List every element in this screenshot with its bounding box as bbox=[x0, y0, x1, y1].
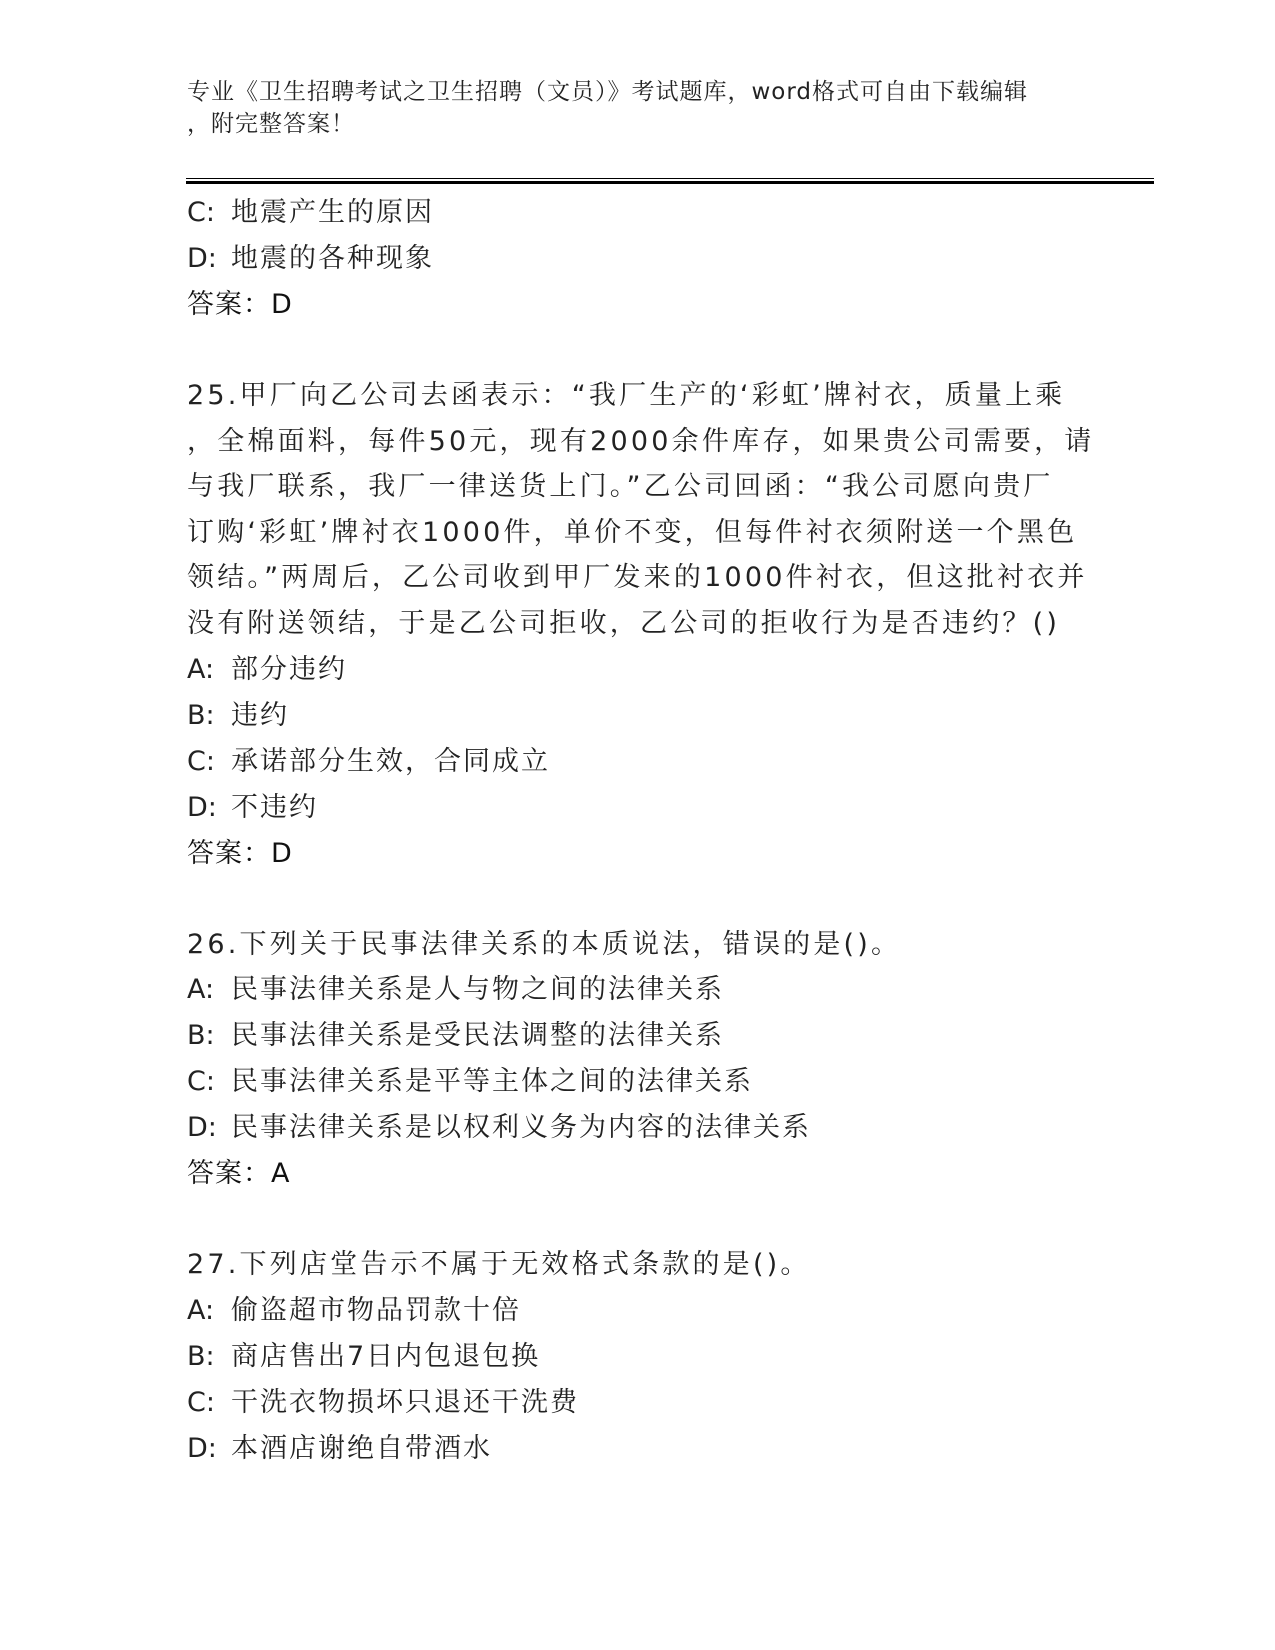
option-row bbox=[187, 1013, 1087, 1059]
question-stem-line: 25.甲厂向乙公司去函表示：“我厂生产的‘彩虹’牌衬衣，质量上乘 bbox=[187, 380, 1066, 411]
option-key: C: bbox=[187, 197, 215, 228]
header-line: ，附完整答案！ bbox=[187, 111, 355, 137]
option-text: 民事法律关系是人与物之间的法律关系 bbox=[231, 974, 724, 1006]
option-key: D: bbox=[187, 791, 217, 823]
header-divider-thick bbox=[186, 181, 1154, 184]
option-key: A: bbox=[187, 1294, 215, 1326]
option-text: 民事法律关系是平等主体之间的法律关系 bbox=[231, 1066, 753, 1098]
option-text: 民事法律关系是以权利义务为内容的法律关系 bbox=[231, 1112, 811, 1144]
option-text: 干洗衣物损坏只退还干洗费 bbox=[231, 1386, 579, 1418]
option-key: D: bbox=[187, 243, 217, 274]
spacer bbox=[187, 877, 1087, 922]
question-27 bbox=[187, 1242, 1087, 1472]
option-text: 偷盗超市物品罚款十倍 bbox=[231, 1294, 521, 1326]
option-text: 违约 bbox=[231, 699, 289, 731]
option-row bbox=[187, 236, 1087, 282]
spacer bbox=[187, 1197, 1087, 1242]
previous-question bbox=[187, 190, 1087, 328]
option-text: 地震产生的原因 bbox=[231, 197, 434, 228]
answer-line: 答案：D bbox=[187, 289, 293, 320]
option-row bbox=[187, 739, 1087, 785]
answer-line: 答案：A bbox=[187, 1158, 291, 1190]
option-row bbox=[187, 1059, 1087, 1105]
question-stem-line: ，全棉面料，每件50元，现有2000余件库存，如果贵公司需要，请 bbox=[187, 425, 1095, 457]
document-header bbox=[187, 76, 1067, 140]
option-key: C: bbox=[187, 1066, 215, 1098]
option-row bbox=[187, 1380, 1087, 1426]
header-line: 专业《卫生招聘考试之卫生招聘（文员）》考试题库，word格式可自由下载编辑 bbox=[187, 79, 1029, 105]
option-row bbox=[187, 785, 1087, 831]
option-text: 商店售出7日内包退包换 bbox=[231, 1340, 541, 1372]
option-key: C: bbox=[187, 1386, 215, 1418]
option-row bbox=[187, 1426, 1087, 1472]
option-key: B: bbox=[187, 1020, 215, 1052]
option-key: B: bbox=[187, 1340, 215, 1372]
question-stem-line: 领结。”两周后，乙公司收到甲厂发来的1000件衬衣，但这批衬衣并 bbox=[187, 562, 1088, 594]
option-row bbox=[187, 647, 1087, 693]
option-key: C: bbox=[187, 745, 215, 777]
option-text: 不违约 bbox=[231, 791, 318, 823]
question-stem: 26.下列关于民事法律关系的本质说法，错误的是()。 bbox=[187, 928, 902, 960]
question-stem: 27.下列店堂告示不属于无效格式条款的是()。 bbox=[187, 1249, 811, 1281]
option-text: 地震的各种现象 bbox=[231, 243, 434, 274]
option-key: D: bbox=[187, 1432, 217, 1464]
option-key: A: bbox=[187, 653, 215, 685]
answer-line: 答案：D bbox=[187, 837, 293, 869]
question-26 bbox=[187, 922, 1087, 1198]
option-key: B: bbox=[187, 699, 215, 731]
question-stem-line: 订购‘彩虹’牌衬衣1000件，单价不变，但每件衬衣须附送一个黑色 bbox=[187, 516, 1078, 548]
option-key: D: bbox=[187, 1112, 217, 1144]
header-divider-thin bbox=[186, 178, 1154, 179]
spacer bbox=[187, 328, 1087, 373]
option-row bbox=[187, 1288, 1087, 1334]
option-key: A: bbox=[187, 974, 215, 1006]
option-text: 承诺部分生效，合同成立 bbox=[231, 745, 550, 777]
question-stem-line: 与我厂联系，我厂一律送货上门。”乙公司回函：“我公司愿向贵厂 bbox=[187, 471, 1054, 503]
question-content bbox=[187, 190, 1095, 1472]
option-row bbox=[187, 190, 1087, 236]
option-row bbox=[187, 1334, 1087, 1380]
option-row bbox=[187, 1105, 1087, 1151]
option-row bbox=[187, 967, 1087, 1013]
option-text: 民事法律关系是受民法调整的法律关系 bbox=[231, 1020, 724, 1052]
question-stem-line: 没有附送领结，于是乙公司拒收，乙公司的拒收行为是否违约？() bbox=[187, 607, 1061, 639]
option-text: 本酒店谢绝自带酒水 bbox=[231, 1432, 492, 1464]
question-25 bbox=[187, 373, 1095, 877]
option-row bbox=[187, 693, 1087, 739]
option-text: 部分违约 bbox=[231, 653, 347, 685]
